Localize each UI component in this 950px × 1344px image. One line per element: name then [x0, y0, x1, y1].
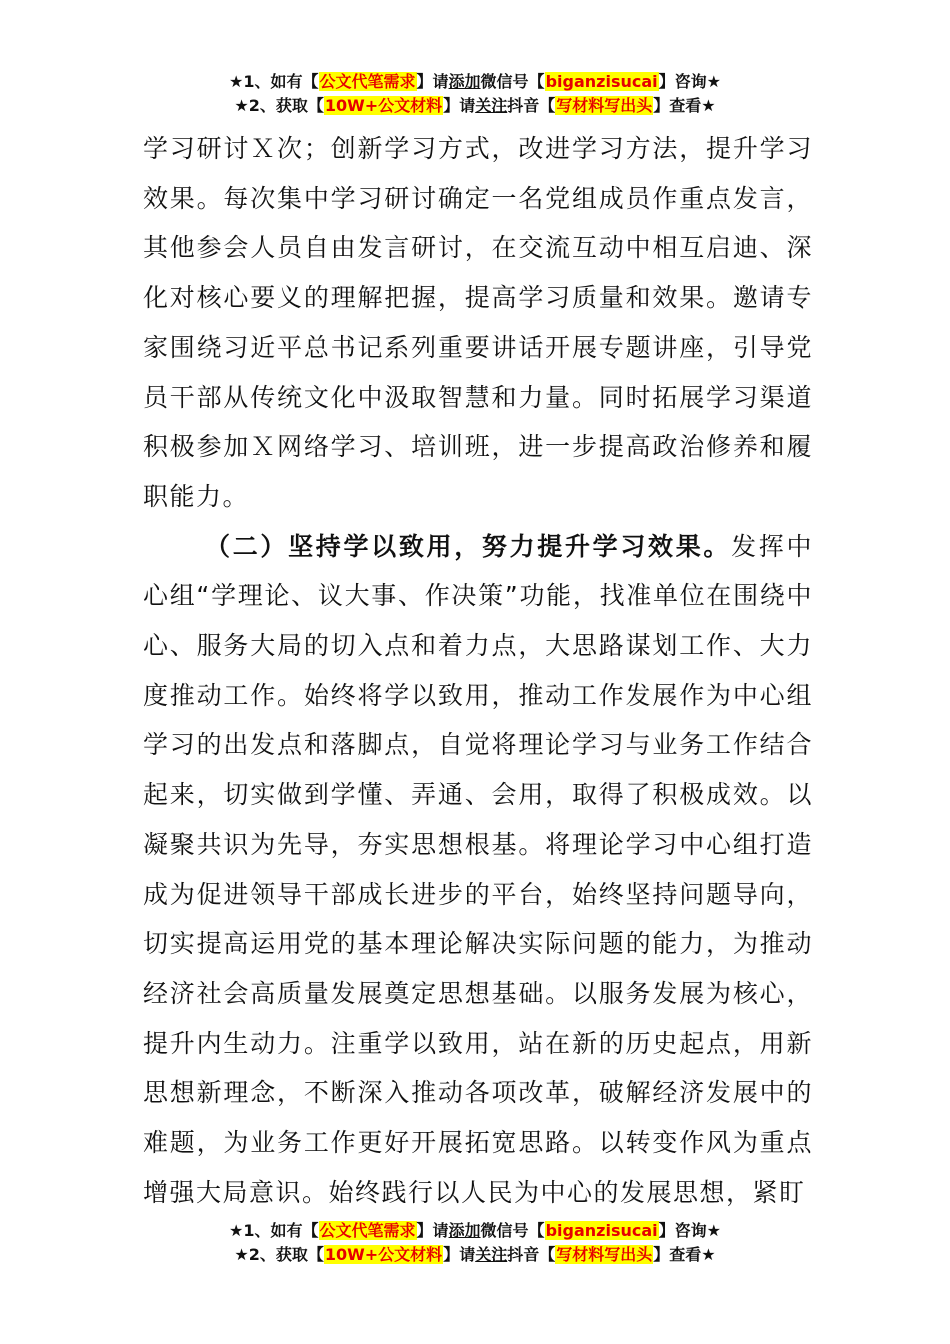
banner-text: 】咨询★	[658, 1221, 721, 1240]
document-body	[143, 124, 813, 1217]
banner-highlight: 公文代笔需求	[319, 1221, 416, 1240]
banner-text: 】请	[443, 96, 476, 115]
banner-underlined-text: 关注	[475, 1245, 508, 1264]
banner-text: 】咨询★	[658, 72, 721, 91]
banner-text: ★2、获取【	[234, 96, 324, 115]
paragraph	[143, 522, 813, 1218]
banner-underlined-text: 添加	[448, 1221, 481, 1240]
banner-text: 】请	[416, 72, 449, 91]
banner-line-2	[0, 94, 950, 118]
banner-text: 微信号【	[480, 1221, 545, 1240]
banner-text: 】查看★	[653, 96, 716, 115]
banner-underlined-text: 关注	[475, 96, 508, 115]
paragraph: 学习研讨Ｘ次；创新学习方式，改进学习方法，提升学习效果。每次集中学习研讨确定一名党组成员作重点发言，其他参会人员自由发言研讨，在交流互动中相互启迪、深化对核心要义的理解把握，提高学习质量和效果。邀请专家围绕习近平总书记系列重要讲话开展专题讲座，引导党员干部从传统文化中汲取智慧和力量。同时拓展学习渠道积极参加Ｘ网络学习、培训班，进一步提高政治修养和履职能力。	[143, 134, 813, 511]
footer-banner	[0, 1219, 950, 1267]
banner-line-2	[0, 1243, 950, 1267]
banner-underlined-text: 添加	[448, 72, 481, 91]
banner-text: ★1、如有【	[229, 1221, 319, 1240]
banner-text: ★2、获取【	[234, 1245, 324, 1264]
banner-text: 微信号【	[480, 72, 545, 91]
section-heading: （二）坚持学以致用，努力提升学习效果。	[205, 531, 732, 561]
header-banner	[0, 70, 950, 118]
banner-text: ★1、如有【	[229, 72, 319, 91]
banner-highlight: 10W+公文材料	[324, 1245, 443, 1264]
banner-text: 】查看★	[653, 1245, 716, 1264]
banner-text: 】请	[443, 1245, 476, 1264]
banner-text: 抖音【	[507, 96, 556, 115]
banner-highlight: biganzisucai	[545, 72, 658, 91]
banner-text: 抖音【	[507, 1245, 556, 1264]
banner-highlight: 公文代笔需求	[319, 72, 416, 91]
banner-highlight: biganzisucai	[545, 1221, 658, 1240]
banner-text: 】请	[416, 1221, 449, 1240]
banner-highlight: 写材料写出头	[556, 96, 653, 115]
banner-highlight: 10W+公文材料	[324, 96, 443, 115]
banner-line-1	[0, 70, 950, 94]
banner-highlight: 写材料写出头	[556, 1245, 653, 1264]
banner-line-1	[0, 1219, 950, 1243]
paragraph-text: 发挥中心组“学理论、议大事、作决策”功能，找准单位在围绕中心、服务大局的切入点和着力点，大思路谋划工作、大力度推动工作。始终将学以致用，推动工作发展作为中心组学习的出发点和落脚点，自觉将理论学习与业务工作结合起来，切实做到学懂、弄通、会用，取得了积极成效。以凝聚共识为先导，夯实思想根基。将理论学习中心组打造成为促进领导干部成长进步的平台，始终坚持问题导向，切实提高运用党的基本理论解决实际问题的能力，为推动经济社会高质量发展奠定思想基础。以服务发展为核心，提升内生动力。注重学以致用，站在新的历史起点，用新思想新理念，不断深入推动各项改革，破解经济发展中的难题，为业务工作更好开展拓宽思路。以转变作风为重点增强大局意识。始终践行以人民为中心的发展思想，紧盯	[143, 531, 813, 1207]
